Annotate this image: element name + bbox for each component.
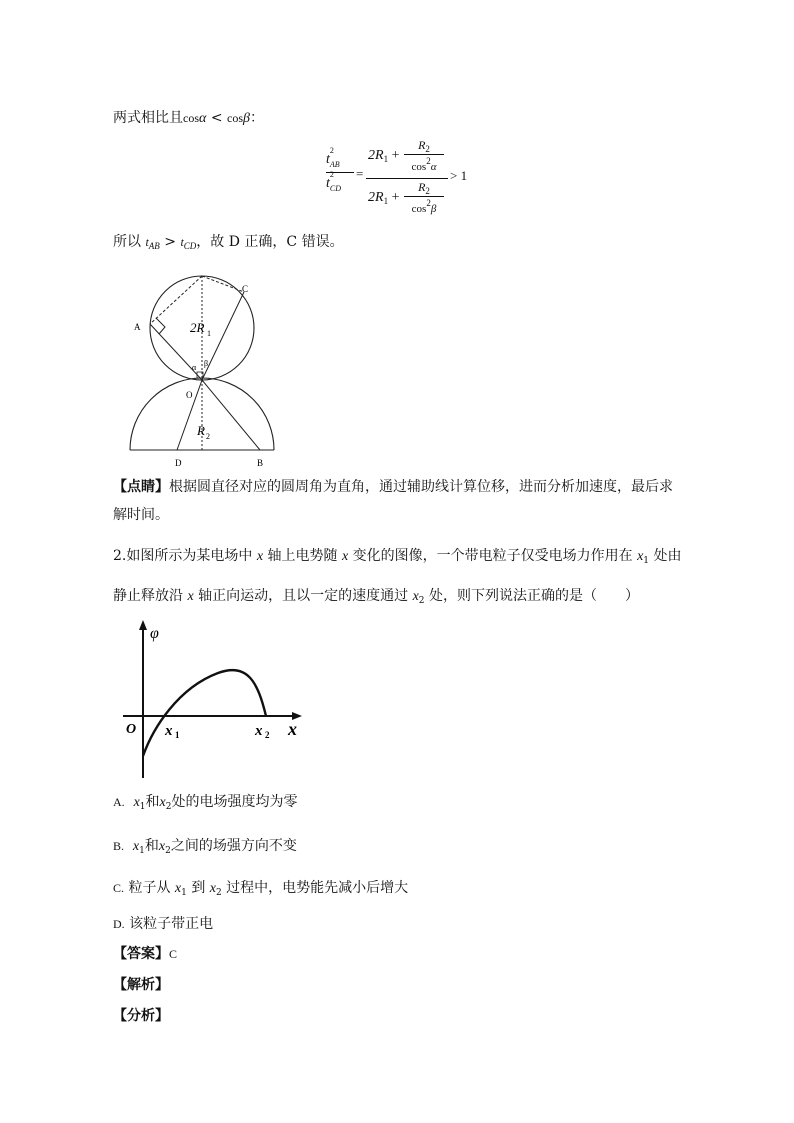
label-2r1-sub: 1 <box>207 329 211 338</box>
answer-label: 【答案】 <box>113 946 169 962</box>
x: x <box>256 549 264 564</box>
text: 处，则下列说法正确的是（ ） <box>424 588 639 604</box>
label-beta: β <box>204 359 209 368</box>
x: x <box>209 881 216 896</box>
sub: 2 <box>216 888 222 898</box>
x: x <box>133 795 140 810</box>
x: x <box>637 549 644 564</box>
beta: β <box>243 111 250 126</box>
sub: 2 <box>165 802 172 812</box>
exp: 2 <box>426 156 431 166</box>
text: 轴正向运动，且以一定的速度通过 <box>193 588 413 604</box>
circle-diagram <box>120 270 290 470</box>
sub: 2 <box>165 846 171 856</box>
origin-label: O <box>126 722 137 737</box>
cos: cos <box>411 161 427 173</box>
plus: + <box>391 148 400 163</box>
label-c: C <box>242 284 249 294</box>
text: 处的电场强度均为零 <box>171 794 298 810</box>
text: ： <box>249 110 264 126</box>
line-condition <box>113 108 264 129</box>
label: C. <box>113 881 125 895</box>
tip-line-1 <box>113 477 673 497</box>
denominator <box>368 190 399 206</box>
sub: 2 <box>418 596 425 606</box>
x: x <box>158 839 166 854</box>
sub: CD <box>329 184 342 193</box>
analysis-heading: 【解析】 <box>113 977 169 993</box>
sub: AB <box>148 241 160 251</box>
label: D. <box>113 917 125 931</box>
sub: 1 <box>139 846 145 856</box>
cos: cos <box>227 111 243 125</box>
text: 轴上电势随 <box>263 548 342 564</box>
x1-label: x <box>165 723 173 739</box>
label-2r1: 2R <box>190 320 205 335</box>
phi-label: φ <box>150 625 159 642</box>
label: B. <box>113 839 125 853</box>
text: 2.如图所示为某电场中 <box>113 548 257 564</box>
label-r2-sub: 2 <box>206 432 210 441</box>
and: 和 <box>144 838 159 854</box>
potential-graph <box>118 618 318 783</box>
label-d: D <box>175 458 182 468</box>
option-d <box>113 914 213 934</box>
text: 所以 <box>113 234 141 250</box>
t: t <box>180 235 184 249</box>
label-alpha: α <box>192 363 197 372</box>
x: x <box>174 881 182 896</box>
main-fraction-bar <box>366 178 448 179</box>
tip-text: 根据圆直径对应的圆周角为直角，通过辅助线计算位移，进而分析加速度，最后求 <box>169 479 673 495</box>
R: R <box>418 180 426 194</box>
cos: cos <box>183 111 199 125</box>
x: x <box>132 839 140 854</box>
tip-label: 【点睛】 <box>113 479 169 495</box>
exp: 2 <box>329 146 334 155</box>
tip-text: 解时间。 <box>113 507 169 523</box>
text: 之间的场强方向不变 <box>170 838 297 854</box>
label-o: O <box>186 390 193 400</box>
x: x <box>412 589 419 604</box>
t: t <box>326 176 330 191</box>
x2-label: x <box>255 723 263 739</box>
fenxi-heading: 【分析】 <box>113 1008 169 1024</box>
greater-than-one: > 1 <box>450 168 468 183</box>
x1-sub: 1 <box>175 730 180 740</box>
cos: cos <box>411 203 427 215</box>
x: x <box>187 589 194 604</box>
ratio-formula <box>322 140 482 220</box>
text: 过程中，电势能先减小后增大 <box>221 880 409 896</box>
sub: CD <box>183 241 197 251</box>
question-2-line-1 <box>113 546 681 571</box>
numerator <box>368 148 399 164</box>
t-ab-squared <box>326 146 340 169</box>
denominator-sub-fraction <box>404 180 444 215</box>
text: 该粒子带正电 <box>129 916 214 932</box>
text: 到 <box>186 880 210 896</box>
label-b: B <box>257 458 264 468</box>
text: 静止释放沿 <box>113 588 188 604</box>
sub: 1 <box>383 154 389 164</box>
x2-sub: 2 <box>265 730 270 740</box>
sub: 1 <box>139 802 146 812</box>
x-axis-label: x <box>288 719 297 739</box>
beta: β <box>430 203 437 215</box>
alpha: α <box>199 111 207 126</box>
text: 粒子从 <box>128 880 175 896</box>
lt: < <box>210 110 223 126</box>
answer-line <box>113 944 177 964</box>
text: 处由 <box>649 548 682 564</box>
option-b <box>113 836 297 861</box>
alpha: α <box>430 161 437 173</box>
text: 两式相比且 <box>113 110 183 126</box>
text: ，故 D 正确，C 错误。 <box>196 234 344 250</box>
twoR: 2R <box>368 148 384 163</box>
sub: 1 <box>643 556 650 566</box>
sub: 1 <box>383 196 389 206</box>
line-conclusion <box>113 232 344 256</box>
t-cd-squared <box>326 170 342 193</box>
R: R <box>418 138 426 152</box>
label-r2: R <box>197 423 205 438</box>
twoR: 2R <box>368 190 384 205</box>
plus: + <box>391 190 400 205</box>
sub: 2 <box>425 186 430 196</box>
sub: 2 <box>425 144 430 154</box>
question-2-line-2 <box>113 586 639 611</box>
t: t <box>326 152 330 167</box>
t: t <box>145 235 149 249</box>
and: 和 <box>145 794 160 810</box>
x: x <box>341 549 349 564</box>
label-a: A <box>134 322 141 332</box>
sub: AB <box>329 160 340 169</box>
equals: = <box>356 166 364 181</box>
option-c <box>113 878 408 903</box>
label: A. <box>113 795 125 809</box>
x: x <box>159 795 166 810</box>
tip-line-2 <box>113 505 169 525</box>
option-a <box>113 792 297 817</box>
sub: 1 <box>181 888 187 898</box>
exp: 2 <box>329 170 334 179</box>
gt: > <box>164 234 176 250</box>
text: 变化的图像，一个带电粒子仅受电场力作用在 <box>348 548 638 564</box>
numerator-sub-fraction <box>404 138 444 173</box>
exp: 2 <box>426 198 431 208</box>
answer-value: C <box>169 947 178 961</box>
